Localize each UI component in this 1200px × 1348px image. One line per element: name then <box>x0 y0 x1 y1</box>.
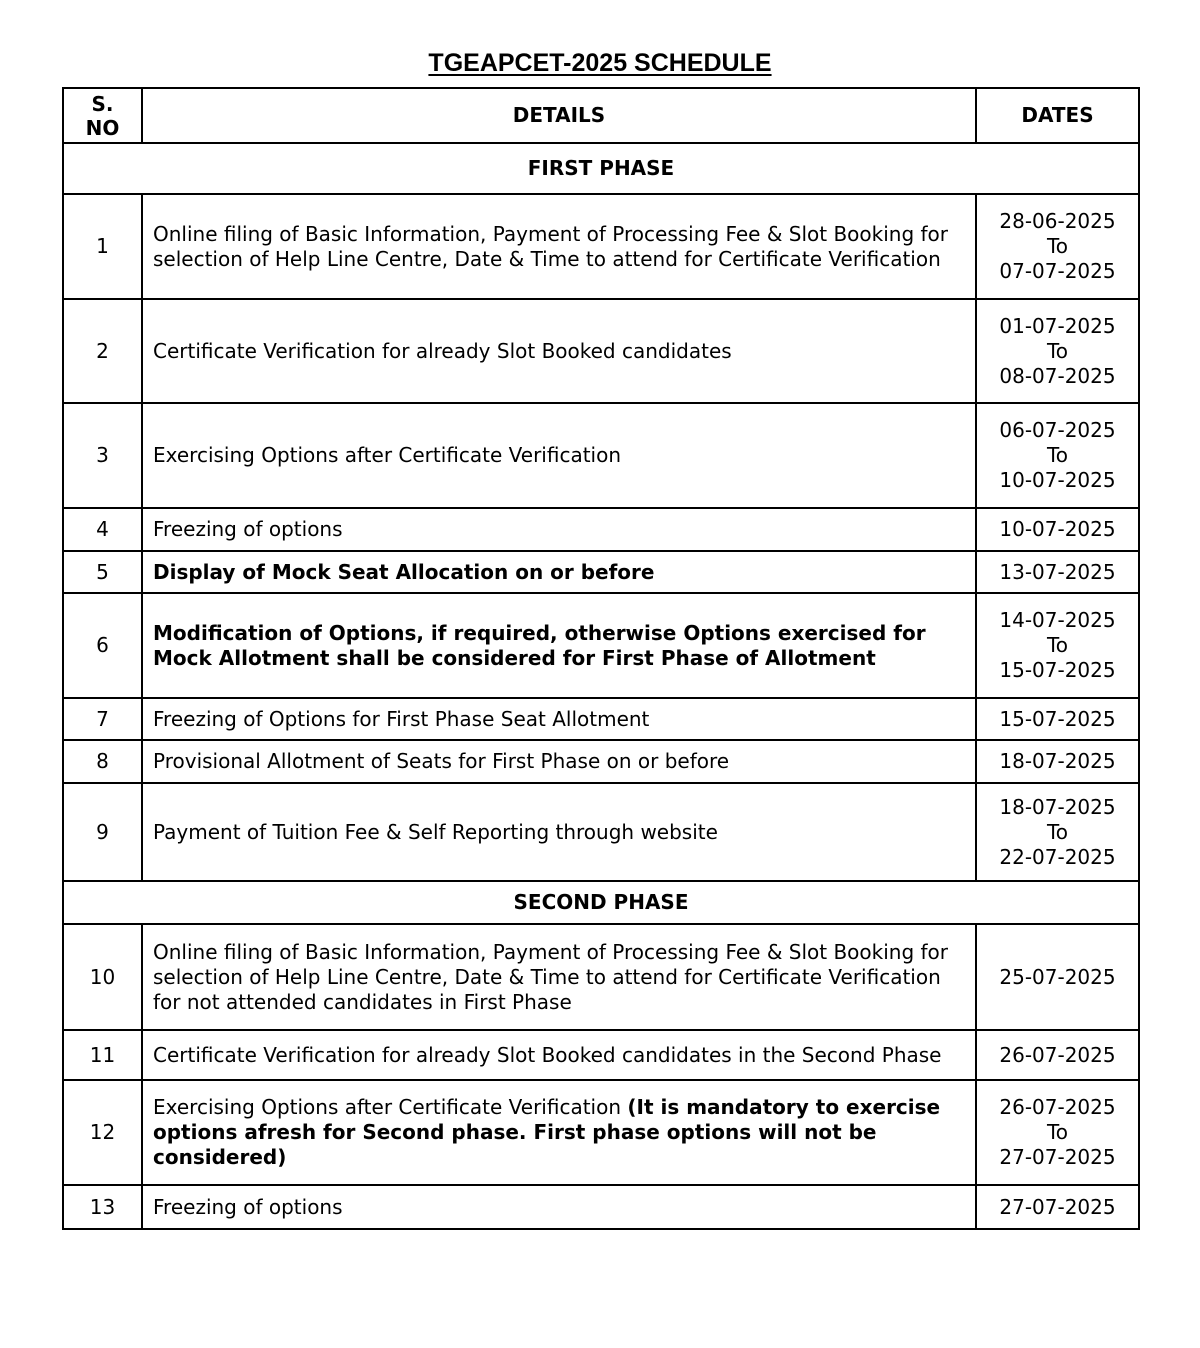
table-row <box>63 1080 1139 1185</box>
row-sno: 12 <box>63 1080 142 1185</box>
table-row <box>63 698 1139 740</box>
row-details: Online filing of Basic Information, Payment of Processing Fee & Slot Booking for selection of Help Line Centre, Date & Time to attend for Certificate Verification <box>142 194 976 299</box>
table-row <box>63 508 1139 551</box>
phase-row-second <box>63 881 1139 924</box>
row-date-range <box>976 783 1139 881</box>
row-details: Freezing of options <box>142 1185 976 1229</box>
row-date: 13-07-2025 <box>976 551 1139 593</box>
row-details: Certificate Verification for already Slot Booked candidates <box>142 299 976 403</box>
row-sno: 6 <box>63 593 142 698</box>
phase-row-first <box>63 143 1139 194</box>
row-date-range <box>976 593 1139 698</box>
table-row <box>63 403 1139 508</box>
table-row <box>63 740 1139 783</box>
row-sno: 7 <box>63 698 142 740</box>
table-row <box>63 194 1139 299</box>
table-row <box>63 1030 1139 1080</box>
row-date-to-label: To <box>1046 338 1069 363</box>
row-sno: 13 <box>63 1185 142 1229</box>
row-sno: 4 <box>63 508 142 551</box>
table-row <box>63 593 1139 698</box>
row-date-from: 26-07-2025 <box>999 1095 1116 1119</box>
table-row <box>63 924 1139 1030</box>
page-title <box>0 46 1200 80</box>
row-date-from: 28-06-2025 <box>999 209 1116 233</box>
row-date-from: 01-07-2025 <box>999 313 1116 338</box>
table-row <box>63 299 1139 403</box>
schedule-table <box>62 87 1140 1230</box>
row-date-to: 15-07-2025 <box>999 658 1116 682</box>
column-header-sno <box>63 88 142 143</box>
column-header-sno-line1: S. <box>91 91 114 116</box>
row-details: Modification of Options, if required, otherwise Options exercised for Mock Allotment shall be considered for First Phase of Allotment <box>142 593 976 698</box>
table-row <box>63 1185 1139 1229</box>
row-date: 18-07-2025 <box>976 740 1139 783</box>
row-sno: 2 <box>63 299 142 403</box>
row-details: Display of Mock Seat Allocation on or before <box>142 551 976 593</box>
row-details <box>142 1080 976 1185</box>
row-details-regular: Exercising Options after Certificate Verification <box>153 1095 622 1119</box>
table-row <box>63 783 1139 881</box>
row-date-to-label: To <box>1046 633 1069 657</box>
row-date: 25-07-2025 <box>976 924 1139 1030</box>
row-date-to-label: To <box>1046 1120 1069 1144</box>
phase-heading-second: SECOND PHASE <box>63 881 1139 924</box>
row-sno: 8 <box>63 740 142 783</box>
row-sno: 10 <box>63 924 142 1030</box>
row-date-to: 07-07-2025 <box>999 259 1116 283</box>
row-details-bold-note: (It is mandatory to exercise options afresh for Second phase. First phase options will not be considered) <box>153 1095 941 1169</box>
row-date: 10-07-2025 <box>976 508 1139 551</box>
row-date-range <box>976 403 1139 508</box>
row-date-to: 22-07-2025 <box>999 844 1116 869</box>
row-sno: 5 <box>63 551 142 593</box>
column-header-details: DETAILS <box>142 88 976 143</box>
table-header-row <box>63 88 1139 143</box>
row-date-range <box>976 299 1139 403</box>
row-date-from: 14-07-2025 <box>999 608 1116 632</box>
row-sno: 11 <box>63 1030 142 1080</box>
row-date-to-label: To <box>1046 819 1069 844</box>
row-details: Exercising Options after Certificate Verification <box>142 403 976 508</box>
row-date-range <box>976 1080 1139 1185</box>
row-sno: 1 <box>63 194 142 299</box>
row-details: Freezing of options <box>142 508 976 551</box>
row-details: Provisional Allotment of Seats for First Phase on or before <box>142 740 976 783</box>
column-header-dates: DATES <box>976 88 1139 143</box>
row-date: 15-07-2025 <box>976 698 1139 740</box>
row-date-to-label: To <box>1046 234 1069 258</box>
row-details: Freezing of Options for First Phase Seat Allotment <box>142 698 976 740</box>
row-details: Payment of Tuition Fee & Self Reporting through website <box>142 783 976 881</box>
table-row <box>63 551 1139 593</box>
phase-heading-first: FIRST PHASE <box>63 143 1139 194</box>
row-date: 26-07-2025 <box>976 1030 1139 1080</box>
row-date: 27-07-2025 <box>976 1185 1139 1229</box>
column-header-sno-line2: NO <box>85 115 120 140</box>
row-details: Online filing of Basic Information, Payment of Processing Fee & Slot Booking for selection of Help Line Centre, Date & Time to attend for Certificate Verification for not attended candidates in First Phase <box>142 924 976 1030</box>
row-date-to-label: To <box>1046 443 1069 467</box>
row-sno: 9 <box>63 783 142 881</box>
row-date-to: 10-07-2025 <box>999 468 1116 492</box>
row-date-range <box>976 194 1139 299</box>
row-date-to: 27-07-2025 <box>999 1145 1116 1169</box>
row-sno: 3 <box>63 403 142 508</box>
row-date-to: 08-07-2025 <box>999 363 1116 388</box>
row-details: Certificate Verification for already Slot Booked candidates in the Second Phase <box>142 1030 976 1080</box>
row-date-from: 06-07-2025 <box>999 418 1116 442</box>
page-title-text: TGEAPCET-2025 SCHEDULE <box>428 49 772 77</box>
row-date-from: 18-07-2025 <box>999 794 1116 819</box>
